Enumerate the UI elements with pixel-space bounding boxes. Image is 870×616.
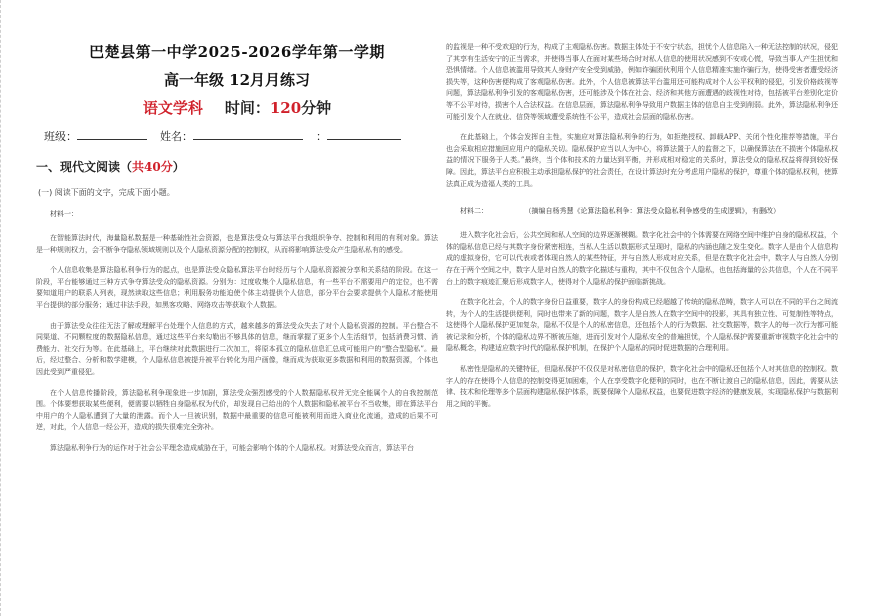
grade-exam-title: 高一年级 12月月练习 bbox=[163, 71, 311, 89]
left-column bbox=[36, 42, 438, 455]
passage-paragraph: 由于算法受众往往无法了解或理解平台处理个人信息的方式，越来越多的算法受众失去了对个人隐私资源的控制。平台整合不同渠道、不同颗粒度的数据隐私信息，通过这些平台来勾勒出不够具体的信息，继而掌握了更多个人生活细节，包括消费习惯、消费能力、社交行为等。在此基础上，平台继续对此数据进行二次加工，将原本孤立的隐私信息汇总成可能用户的“整合型隐私”。最后，经过整合、分析和数学建模，个人隐私信息被提升被平台转化为用户画像，继而成为获取更多数据和利用的数据资源，个体也因此受到严重侵犯。 bbox=[36, 321, 438, 376]
passage-paragraph: 在智能算法时代，海量隐私数据是一种基础性社会资源，也是算法受众与算法平台我组织争夺、控制和利用的有利对象。算法是一种规则权力，会不断争夺隐私领域规则以及个人隐私资源分配的控制权，从而将影响算法受众产生隐私私有的感受。 bbox=[36, 234, 438, 254]
extra-blank[interactable] bbox=[327, 128, 401, 140]
section-points: 共40分 bbox=[132, 160, 173, 174]
section-close: ） bbox=[172, 160, 185, 174]
material1-label: 材料一： bbox=[50, 210, 78, 218]
passage-paragraph: 算法隐私利争行为的运作对于社会公平理念造成威胁在于，可能会影响个体的个人隐私权。对算法受众而言，算法平台 bbox=[50, 443, 414, 452]
passage-paragraph: 在个人信息传播阶段，算法隐私利争现象进一步加剧，算法受众强烈感受的个人数据隐私权并无完全能属个人的自我控制范围。个体要想获取某些便利，便需要以牺牲自身隐私权为代价，却发现自己给出的个人数据和隐私被平台不当收集，即在算法平台中用户的个人隐私遭到了大量的泄露。而个人一旦被识别，数据中最重要的信息可能被利用而进入商业化流通，造成的后果不可逆，对此，个人信息一经公开，造成的损失很难完全弥补。 bbox=[36, 388, 438, 432]
extra-label: ： bbox=[316, 130, 327, 143]
section-title: 一、现代文阅读（ bbox=[36, 160, 133, 174]
passage-paragraph: 在此基础上，个体会发挥自主性，实施应对算法隐私利争的行为，如拒绝授权、卸载APP、关闭个性化推荐等措施，平台也会采取相应措施回应用户的隐私关切。隐私保护应当以人为中心，将算法置于人的监督之下，以确保算法在不损害个体隐私权益的情况下服务于人类。”最终，当个体和技术的力量达到平衡，并形成相对稳定的关系时，算法受众的隐私权益将得到较好保障。因此，算法平台应积极主动承担隐私保护的社会责任，在设计算法时充分考虑用户隐私的保护，尊重个体的隐私权利，使算法真正成为造福人类的工具。 bbox=[446, 133, 838, 188]
left-passage bbox=[36, 233, 438, 455]
passage-paragraph: 在数字化社会，个人的数字身份日益重要，数字人的身份构成已经超越了传统的隐私范畴，数字人可以在不同的平台之间流转，为个人的生活提供便利，同时也带来了新的问题，数字人是自然人在数字空间中的投影，其具有独立性、可复制性等特点，这使得个人隐私保护更加复杂，隐私不仅是个人的私密信息，还包括个人的行为数据、社交数据等，数字人的每一次行为都可能被记录和分析，个体的隐私边界不断被压缩，进而引发对个人隐私安全的普遍担忧，个人隐私保护需要重新审视数字化社会中的隐私概念，构建适应数字时代的隐私保护机制，在保护个人隐私的同时促进数据的合理利用。 bbox=[446, 298, 838, 353]
material2-header bbox=[446, 206, 838, 216]
passage-paragraph: 个人信息收集是算法隐私利争行为的起点，也是算法受众隐私算法平台时经历与个人隐私资源被分享和关系结的阶段。在这一阶段，平台能够通过三种方式争夺算法受众的隐私资源。分别为：过度收集个人隐私信息，有一些平台不需要用户的定位，也不需要知道用户的联系人列表，现然读取这些信息；利用服务功能迫使个体主动提供个人信息，部分平台会要求提供个人隐私才能使用平台提供的部分服务；通过非法手段，如黑客攻略、网络攻击等获取个人数据。 bbox=[36, 266, 438, 309]
student-info-line bbox=[36, 128, 438, 145]
name-label: 姓名： bbox=[160, 130, 193, 143]
name-blank[interactable] bbox=[193, 128, 303, 140]
subject-label: 语文学科 bbox=[142, 99, 203, 117]
binding-margin-line bbox=[0, 0, 8, 616]
passage-paragraph: 私密性是隐私的关键特征，但隐私保护不仅仅是对私密信息的保护，数字化社会中的隐私还包括个人对其信息的控制权。数字人的存在使得个人信息的控制变得更加困难，个人在享受数字化便利的同时，也在不断让渡自己的隐私信息，因此，需要从法律、技术和伦理等多个层面构建隐私保护体系，既要保障个人隐私权益，也要促进数字经济的健康发展，实现隐私保护与数据利用之间的平衡。 bbox=[446, 365, 838, 408]
section-subtitle: (一) 阅读下面的文字，完成下面小题。 bbox=[38, 188, 175, 197]
right-column bbox=[446, 42, 838, 410]
passage-paragraph: 的监视是一种不受欢迎的行为，构成了主观隐私伤害。数据主体处于不安宁状态，担忧个人信息陷入一种无法控制的状况，侵犯了其享有生活安宁的正当需求，并使得当事人在面对某些场合时对私人信息的使用状况感到不安或心慌，导致当事人产生担忧和恐惧情绪。个人信息被滥用导致其人身财产安全受到威胁，例如诈骗团伙利用个人信息精准实施诈骗行为，使得受害者遭受经济损失等，这种伤害便构成了客观隐私伤害。此外，个人信息被算法平台滥用还可能构成对个人公平权利的侵犯，引发价格歧视等问题，算法隐私利争引发的客观隐私伤害，还可能涉及个体在社会、经济和其他方面遭遇的歧视性对待，包括被平台差别化定价等不公平对待，损害个人合法权益。在信息层面，算法隐私利争导致用户数据主体的信息自主受到削弱。此外，算法隐私利争还可能引发个人在就业、信贷等领域遭受系统性不公平，造成社会层面的隐私伤害。 bbox=[446, 43, 838, 121]
time-label: 时间： bbox=[224, 99, 270, 117]
school-term-title: 巴楚县第一中学2025-2026学年第一学期 bbox=[89, 43, 385, 61]
material2-label: 材料二： bbox=[460, 207, 488, 216]
class-label: 班级： bbox=[44, 130, 77, 143]
section-heading bbox=[36, 159, 438, 175]
material1-citation: （摘编自杨秀慧《论算法隐私利争：算法受众隐私利争感受的生成逻辑》，有删改） bbox=[528, 207, 780, 216]
passage-paragraph: 进入数字化社会后，公共空间和私人空间的边界逐渐模糊。数字化社会中的个体需要在网络空间中维护自身的隐私权益，个体的隐私信息已经与其数字身份紧密相连，当私人生活以数据形式呈现时，隐私的内涵也随之发生变化。数字人是由个人信息构成的虚拟身份，它可以代表或者体现自然人的某些特征，并与自然人形成对应关系，但是在数字化社会中，数字人与自然人分别存在于两个空间之中，数字人是对自然人的数字化描述与重构，其中不仅包含个人隐私，也包括海量的公共信息，个人在不同平台上的数字痕迹汇聚后形成数字人，使得对个人隐私的保护面临新挑战。 bbox=[446, 231, 838, 286]
class-blank[interactable] bbox=[77, 128, 147, 140]
subject-time-title bbox=[36, 98, 438, 118]
time-value: 120 bbox=[269, 99, 302, 117]
time-unit: 分钟 bbox=[301, 99, 332, 117]
